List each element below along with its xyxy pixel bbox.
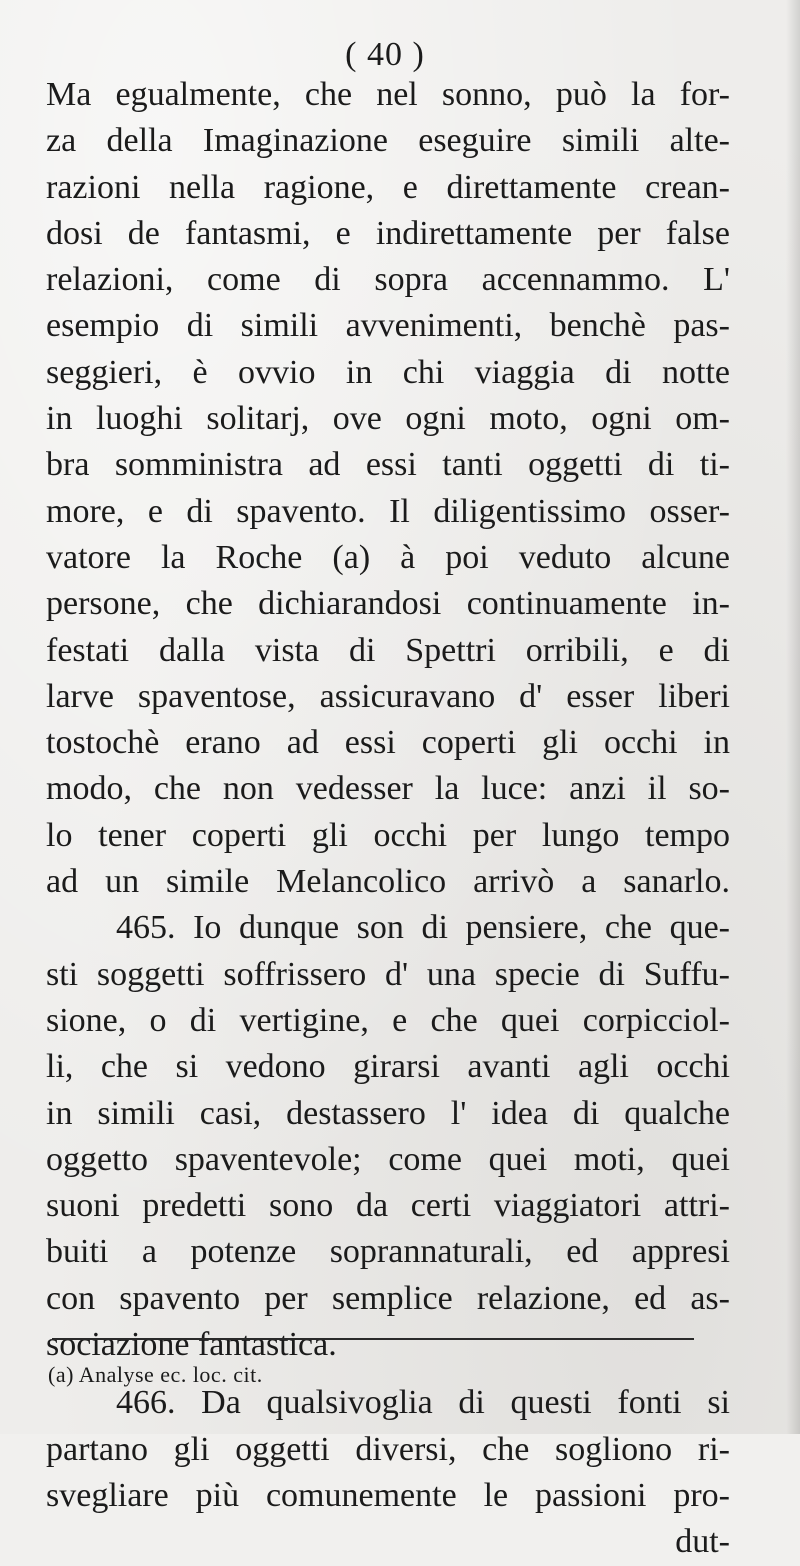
text-line: dosi de fantasmi, e indirettamente per false xyxy=(46,214,730,252)
text-line: more, e di spavento. Il diligentissimo osser- xyxy=(46,492,730,530)
text-line: seggieri, è ovvio in chi viaggia di notte xyxy=(46,353,730,391)
paragraph-end-line: sociazione fantastica. xyxy=(46,1326,337,1364)
text-line: sti soggetti soffrissero d' una specie di Suffu- xyxy=(46,955,730,993)
text-line: partano gli oggetti diversi, che sogliono ri- xyxy=(46,1430,730,1468)
paragraph-start-line: 465. Io dunque son di pensiere, che que- xyxy=(116,909,730,947)
text-line: li, che si vedono girarsi avanti agli occhi xyxy=(46,1048,730,1086)
footnote-rule xyxy=(52,1338,694,1340)
text-line: esempio di simili avvenimenti, benchè pas- xyxy=(46,307,730,345)
text-line: lo tener coperti gli occhi per lungo tempo xyxy=(46,816,730,854)
text-line: za della Imaginazione eseguire simili alte- xyxy=(46,122,730,160)
text-line: buiti a potenze soprannaturali, ed appresi xyxy=(46,1233,730,1271)
text-line: relazioni, come di sopra accennammo. L' xyxy=(46,261,730,299)
text-line: ad un simile Melancolico arrivò a sanarlo. xyxy=(46,863,730,901)
text-line: razioni nella ragione, e direttamente crean- xyxy=(46,168,730,206)
page-edge-shadow xyxy=(786,0,800,1434)
text-line: in luoghi solitarj, ove ogni moto, ogni om- xyxy=(46,400,730,438)
paragraph-start-line: 466. Da qualsivoglia di questi fonti si xyxy=(116,1384,730,1422)
text-line: svegliare più comunemente le passioni pro- xyxy=(46,1476,730,1514)
page-number: ( 40 ) xyxy=(345,36,425,73)
text-line: Ma egualmente, che nel sonno, può la for- xyxy=(46,76,730,113)
text-line: modo, che non vedesser la luce: anzi il so- xyxy=(46,770,730,808)
catchword: dut- xyxy=(675,1523,730,1561)
text-line: persone, che dichiarandosi continuamente in- xyxy=(46,585,730,623)
text-line: larve spaventose, assicuravano d' esser liberi xyxy=(46,677,730,715)
text-line: sione, o di vertigine, e che quei corpicciol- xyxy=(46,1001,730,1039)
text-line: tostochè erano ad essi coperti gli occhi in xyxy=(46,724,730,762)
body-text xyxy=(46,72,730,1566)
text-line: suoni predetti sono da certi viaggiatori attri- xyxy=(46,1187,730,1225)
text-line: bra somministra ad essi tanti oggetti di ti- xyxy=(46,446,730,484)
text-line: vatore la Roche (a) à poi veduto alcune xyxy=(46,538,730,576)
footnote: (a) Analyse ec. loc. cit. xyxy=(48,1362,263,1387)
text-line: con spavento per semplice relazione, ed as- xyxy=(46,1279,730,1317)
text-line: festati dalla vista di Spettri orribili, e di xyxy=(46,631,730,669)
text-line: in simili casi, destassero l' idea di qualche xyxy=(46,1094,730,1132)
text-line: oggetto spaventevole; come quei moti, quei xyxy=(46,1140,730,1178)
